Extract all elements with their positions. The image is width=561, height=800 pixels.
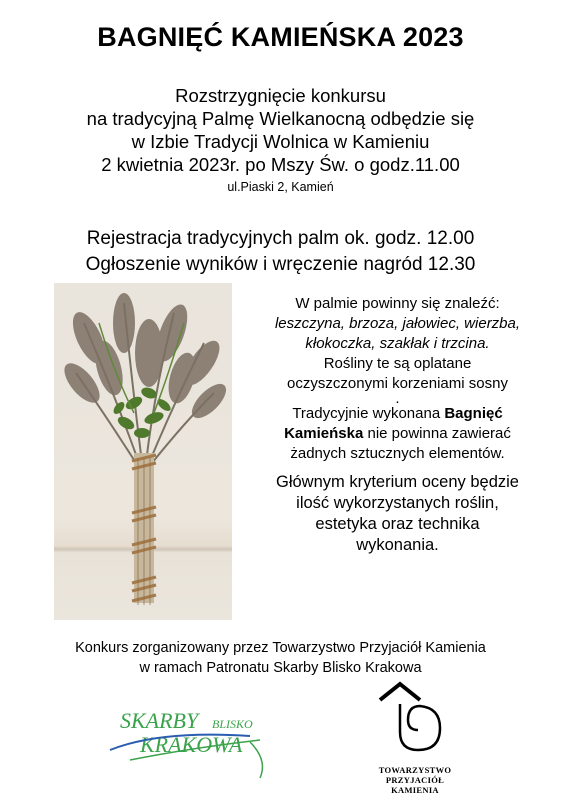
organizer-line: w ramach Patronatu Skarby Blisko Krakowa [139,660,422,676]
tradition-line: żadnych sztucznych elementów. [290,445,505,462]
organizer-line: Konkurs zorganizowany przez Towarzystwo Przyjaciół Kamienia [75,640,486,656]
tpk-logo-text [360,765,470,795]
criteria-line: estetyka oraz technika [315,515,480,533]
separator-dot: . [395,390,400,407]
schedule-block [10,226,551,278]
results-time: Ogłoszenie wyników i wręczenie nagród 12.30 [85,254,476,275]
intro-line: na tradycyjną Palmę Wielkanocną odbędzie się [86,108,475,129]
tradition-text: nie powinna zawierać [363,425,511,442]
criteria-line: ilość wykorzystanych roślin, [296,494,499,512]
intro-line: 2 kwietnia 2023r. po Mszy Św. o godz.11.00 [101,154,460,175]
rules-block [234,294,561,556]
organizer-block [0,638,561,678]
intro-line: Rozstrzygnięcie konkursu [175,85,386,106]
rules-heading: W palmie powinny się znaleźć: [295,295,500,312]
intro-line: w Izbie Tradycji Wolnica w Kamieniu [131,131,430,152]
palm-photo [54,283,232,620]
skarby-blisko-krakowa-logo [100,700,280,780]
address: ul.Piaski 2, Kamień [227,180,334,194]
rules-line: Rośliny te są oplatane [323,355,472,372]
rules-line: oczyszczonymi korzeniami sosny [287,375,508,392]
tradition-line [234,404,561,424]
plant-list-line: kłokoczka, szakłak i trzcina. [305,335,490,352]
palm-illustration [54,283,232,620]
tpk-text-line: KAMIENIA [391,785,439,795]
palm-name: Kamieńska [284,425,364,442]
intro-block [10,84,551,176]
tpk-text-line: PRZYJACIÓŁ [385,775,445,785]
logo-word: SKARBY [120,708,199,733]
criteria-line: Głównym kryterium oceny będzie [275,473,519,491]
registration-time: Rejestracja tradycyjnych palm ok. godz. 12.00 [86,228,475,249]
logo-word: BLISKO [212,717,253,731]
logo-word: KRAKOWA [140,732,243,757]
tradition-text: Tradycyjnie wykonana [292,405,445,422]
skarby-logo-graphic [100,700,280,780]
criteria-line: wykonania. [356,536,439,554]
page-title: BAGNIĘĆ KAMIEŃSKA 2023 [97,22,464,52]
plant-list-line: leszczyna, brzoza, jałowiec, wierzba, [274,315,521,332]
spacer [234,464,561,472]
tradition-line [234,424,561,444]
tpk-text-line: TOWARZYSTWO [378,765,452,775]
palm-name: Bagnięć [444,405,503,422]
tpk-logo-graphic [360,680,480,770]
